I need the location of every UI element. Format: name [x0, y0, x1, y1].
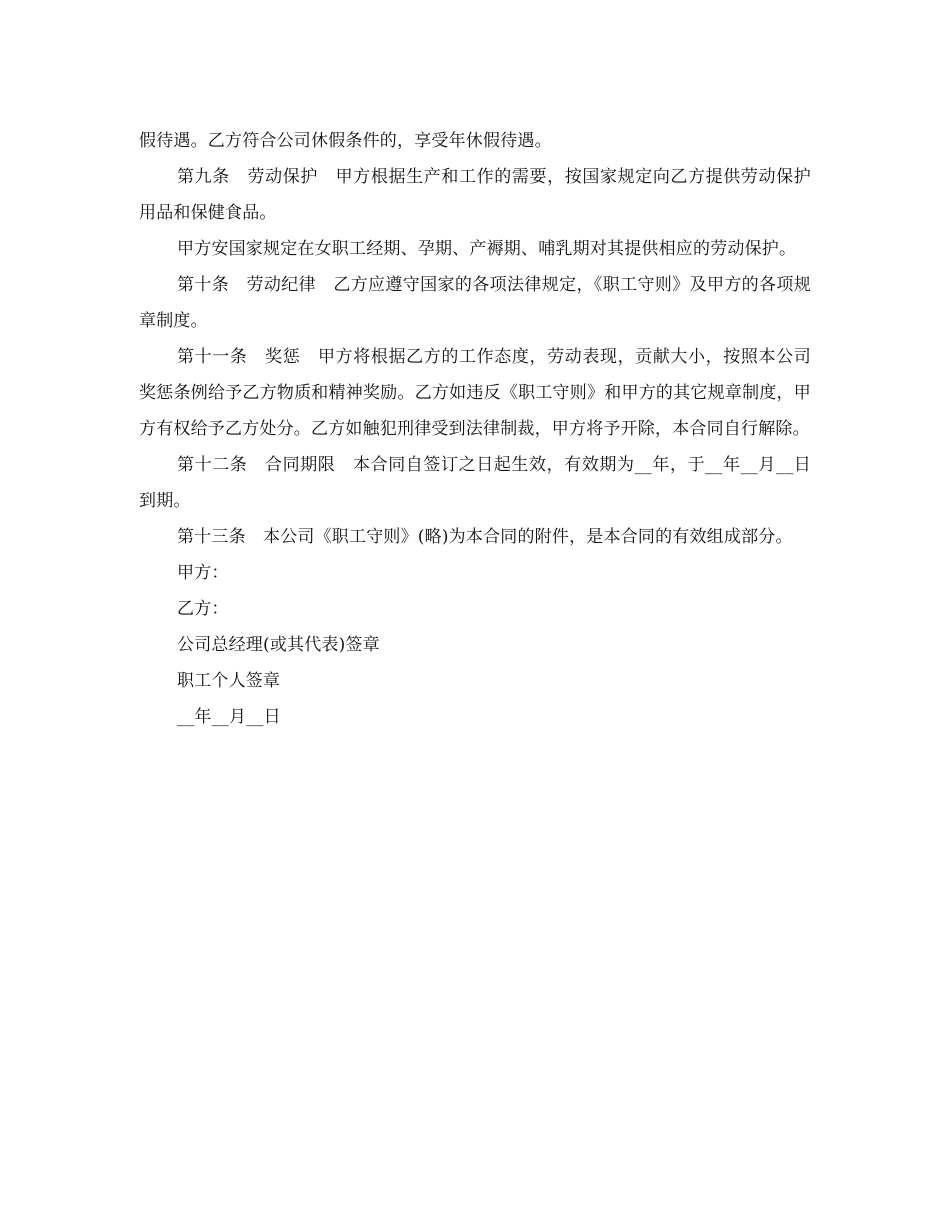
document-body [139, 123, 811, 735]
paragraph-article-12-contract-term: 第十二条 合同期限 本合同自签订之日起生效，有效期为__年，于__年__月__日到期。 [139, 455, 811, 511]
employee-signature-label: 职工个人签章 [177, 671, 281, 691]
paragraph-leave-continued: 假待遇。乙方符合公司休假条件的，享受年休假待遇。 [139, 131, 552, 151]
party-b-label: 乙方： [177, 599, 229, 619]
paragraph-article-11-rewards-penalties: 第十一条 奖惩 甲方将根据乙方的工作态度，劳动表现，贡献大小，按照本公司奖惩条例给予乙方物质和精神奖励。乙方如违反《职工守则》和甲方的其它规章制度，甲方有权给予乙方处分。乙方如触犯刑律受到法律制裁，甲方将予开除，本合同自行解除。 [139, 347, 811, 439]
paragraph-article-9-labor-protection: 第九条 劳动保护 甲方根据生产和工作的需要，按国家规定向乙方提供劳动保护用品和保健食品。 [139, 167, 811, 223]
paragraph-article-10-labor-discipline: 第十条 劳动纪律 乙方应遵守国家的各项法律规定，《职工守则》及甲方的各项规章制度。 [139, 275, 811, 331]
paragraph-female-worker-protection: 甲方安国家规定在女职工经期、孕期、产褥期、哺乳期对其提供相应的劳动保护。 [177, 239, 797, 259]
signature-date: __年__月__日 [177, 707, 281, 727]
paragraph-article-13-attachment: 第十三条 本公司《职工守则》(略)为本合同的附件，是本合同的有效组成部分。 [177, 527, 793, 547]
party-a-label: 甲方： [177, 563, 229, 583]
manager-signature-label: 公司总经理(或其代表)签章 [177, 635, 380, 655]
